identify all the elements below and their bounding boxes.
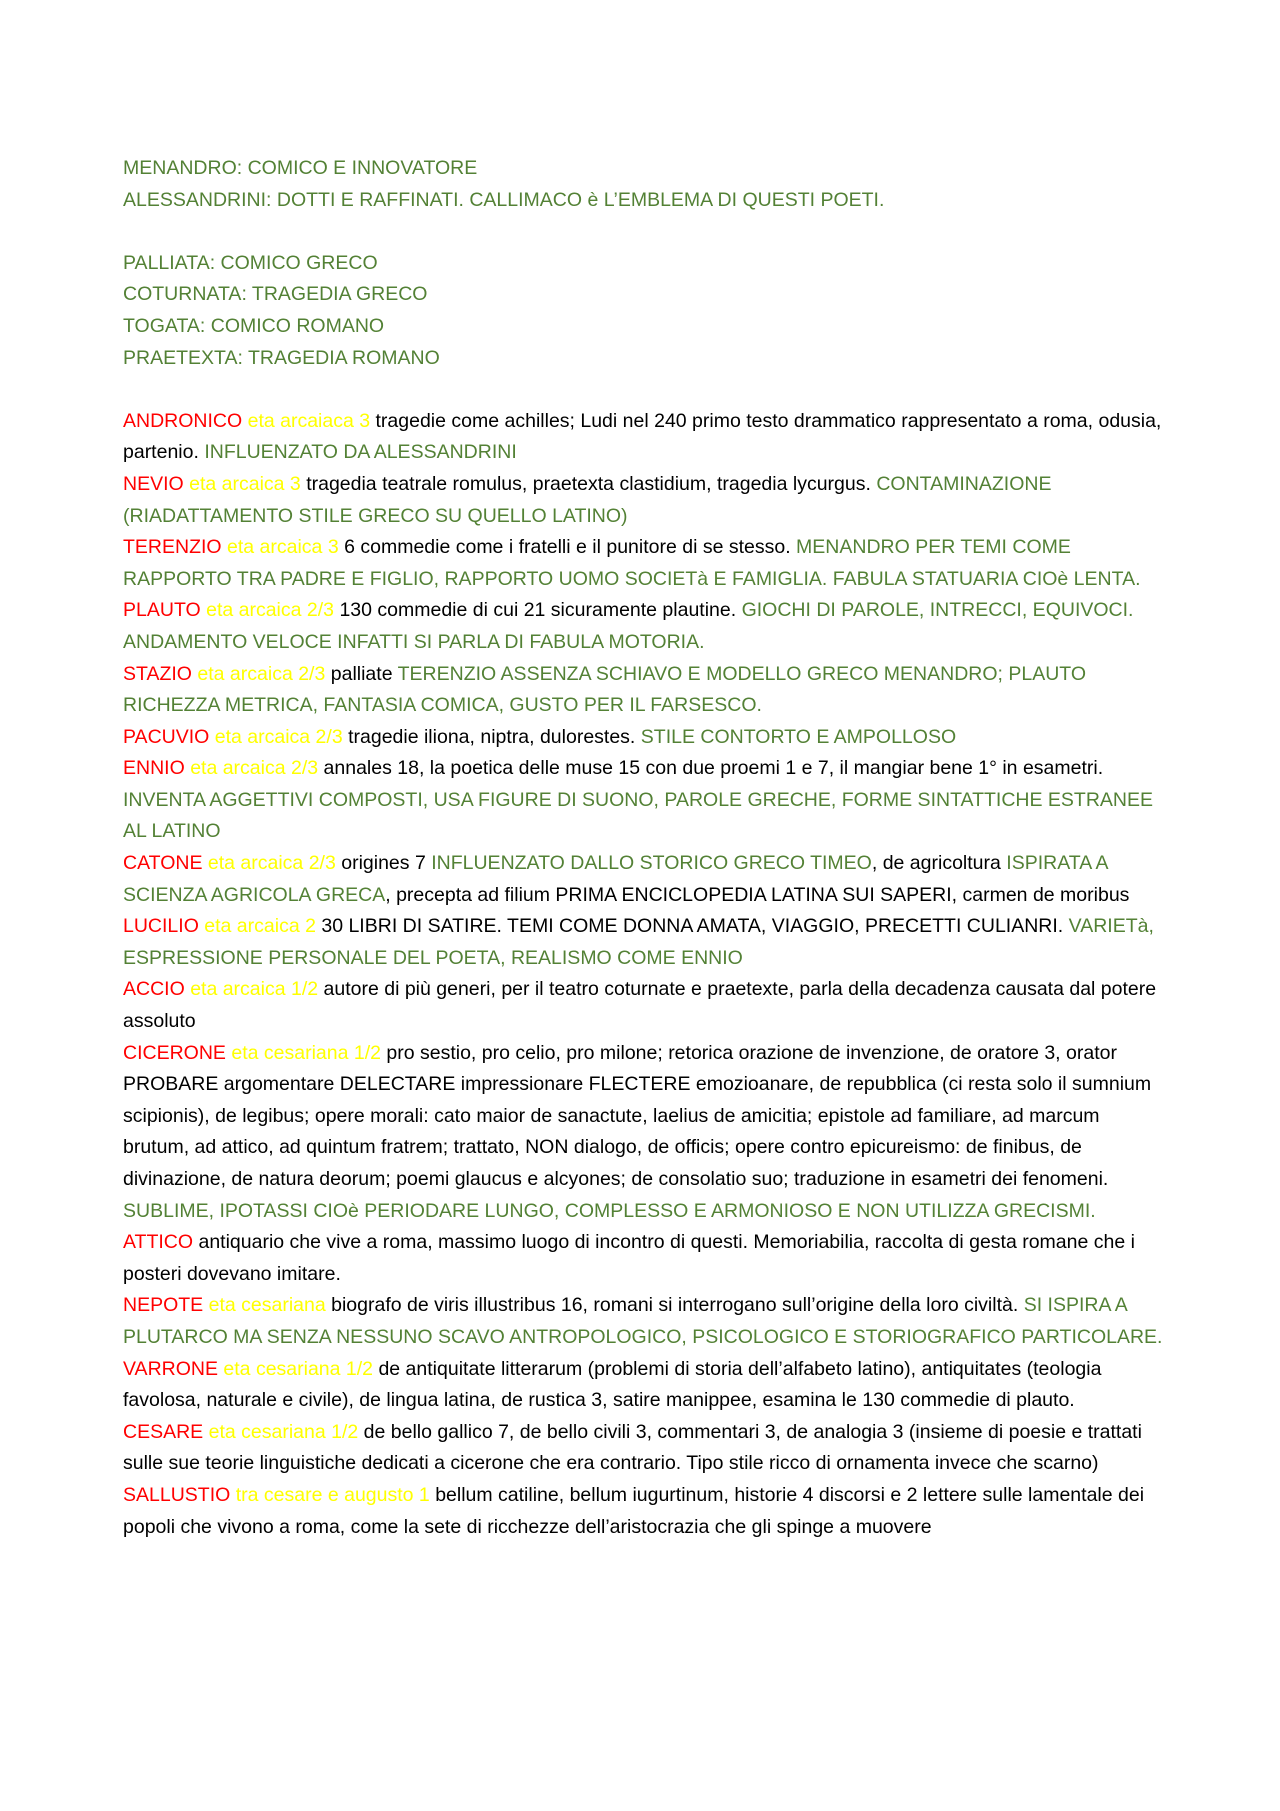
author-era: eta arcaica 2/3	[214, 725, 343, 748]
author-entry-lucilio	[123, 911, 1165, 974]
author-style: TERENZIO ASSENZA SCHIAVO E MODELLO GRECO MENANDRO; PLAUTO RICHEZZA METRICA, FANTASIA COMICA, GUSTO PER IL FARSESCO.	[123, 662, 1087, 717]
author-name: ACCIO	[123, 978, 185, 1001]
author-entry-stazio	[123, 659, 1165, 722]
author-name: PACUVIO	[123, 725, 210, 748]
author-name: STAZIO	[123, 662, 192, 685]
author-era: eta arcaica 1/2	[190, 978, 319, 1001]
author-name: TERENZIO	[123, 536, 222, 559]
author-works: 130 commedie di cui 21 sicuramente plautine.	[339, 599, 737, 622]
author-works: annales 18, la poetica delle muse 15 con due proemi 1 e 7, il mangiar bene 1° in esametri.	[323, 757, 1104, 780]
author-works-3: , precepta ad filium PRIMA ENCICLOPEDIA LATINA SUI SAPERI, carmen de moribus	[385, 883, 1130, 906]
author-style: STILE CONTORTO E AMPOLLOSO	[640, 725, 957, 748]
blank-line	[123, 374, 1165, 406]
author-name: CICERONE	[123, 1041, 226, 1064]
author-works: bellum catiline, bellum iugurtinum, historie 4 discorsi e 2 lettere sulle lamentale dei popoli che vivono a roma, come la sete di ricchezze dell’aristocrazia che gli spinge a muovere	[123, 1483, 1145, 1538]
author-style: CONTAMINAZIONE (RIADATTAMENTO STILE GRECO SU QUELLO LATINO)	[123, 472, 1052, 527]
genre-palliata: PALLIATA: COMICO GRECO	[123, 251, 378, 274]
genre-coturnata: COTURNATA: TRAGEDIA GRECO	[123, 283, 428, 306]
author-works: 6 commedie come i fratelli e il punitore di se stesso.	[344, 536, 791, 559]
author-era: eta arcaica 3	[227, 536, 339, 559]
author-entry-nepote	[123, 1290, 1165, 1353]
blank-line	[123, 216, 1165, 248]
document-page	[123, 153, 1165, 1543]
author-era: eta cesariana 1/2	[223, 1357, 374, 1380]
author-entry-attico	[123, 1227, 1165, 1290]
author-works: de bello gallico 7, de bello civili 3, commentari 3, de analogia 3 (insieme di poesie e trattati sulle sue teorie linguistiche dedicati a cicerone che era contrario. Tipo stile ricco di ornamenta invece che scarno)	[123, 1420, 1142, 1475]
author-name: PLAUTO	[123, 599, 201, 622]
author-style: INVENTA AGGETTIVI COMPOSTI, USA FIGURE DI SUONO, PAROLE GRECHE, FORME SINTATTICHE ESTRANEE AL LATINO	[123, 788, 1154, 843]
author-style: INFLUENZATO DA ALESSANDRINI	[204, 441, 517, 464]
author-style: SI ISPIRA A PLUTARCO MA SENZA NESSUNO SCAVO ANTROPOLOGICO, PSICOLOGICO E STORIOGRAFICO PARTICOLARE.	[123, 1294, 1163, 1348]
author-entry-ennio	[123, 753, 1165, 848]
author-entry-pacuvio	[123, 722, 1165, 754]
author-entry-cicerone	[123, 1038, 1165, 1228]
author-name: NEVIO	[123, 472, 184, 495]
author-works: de antiquitate litterarum (problemi di storia dell’alfabeto latino), antiquitates (teologia favolosa, naturale e civile), de lingua latina, de rustica 3, satire manippee, esamina le 130 commedie di plauto.	[123, 1357, 1102, 1412]
author-era: eta arcaica 2/3	[207, 852, 336, 875]
author-era: eta arcaica 3	[189, 472, 301, 495]
author-works: palliate	[330, 662, 393, 685]
author-style: GIOCHI DI PAROLE, INTRECCI, EQUIVOCI. ANDAMENTO VELOCE INFATTI SI PARLA DI FABULA MOTORIA.	[123, 599, 1134, 653]
author-era: eta arcaica 2/3	[190, 757, 319, 780]
author-works: 30 LIBRI DI SATIRE. TEMI COME DONNA AMATA, VIAGGIO, PRECETTI CULIANRI.	[321, 915, 1064, 938]
author-era: eta arcaica 2/3	[197, 662, 326, 685]
author-era: eta arcaica 2	[204, 915, 316, 938]
author-era: eta cesariana	[208, 1294, 326, 1317]
author-works: biografo de viris illustribus 16, romani si interrogano sull’origine della loro civiltà.	[331, 1294, 1019, 1317]
author-era: eta arcaiaca 3	[247, 409, 371, 432]
genre-praetexta: PRAETEXTA: TRAGEDIA ROMANO	[123, 346, 440, 369]
author-style: VARIETà, ESPRESSIONE PERSONALE DEL POETA, REALISMO COME ENNIO	[123, 915, 1154, 969]
author-name: CATONE	[123, 852, 203, 875]
author-name: VARRONE	[123, 1357, 218, 1380]
author-name: LUCILIO	[123, 915, 199, 938]
author-entry-plauto	[123, 595, 1165, 658]
author-style: MENANDRO PER TEMI COME RAPPORTO TRA PADRE E FIGLIO, RAPPORTO UOMO SOCIETà E FAMIGLIA. FABULA STATUARIA CIOè LENTA.	[123, 536, 1141, 590]
genre-togata: TOGATA: COMICO ROMANO	[123, 314, 385, 337]
author-works: autore di più generi, per il teatro coturnate e praetexte, parla della decadenza causata dal potere assoluto	[123, 978, 1157, 1033]
author-name: CESARE	[123, 1420, 204, 1443]
author-entry-nevio	[123, 469, 1165, 532]
author-style: SUBLIME, IPOTASSI CIOè PERIODARE LUNGO, COMPLESSO E ARMONIOSO E NON UTILIZZA GRECISMI.	[123, 1199, 1096, 1222]
author-name: ATTICO	[123, 1231, 194, 1254]
author-name: ENNIO	[123, 757, 185, 780]
intro-line-alessandrini: ALESSANDRINI: DOTTI E RAFFINATI. CALLIMACO è L’EMBLEMA DI QUESTI POETI.	[123, 188, 885, 211]
author-works: antiquario che vive a roma, massimo luogo di incontro di questi. Memoriabilia, raccolta di gesta romane che i posteri dovevano imitare.	[123, 1231, 1135, 1285]
author-name: ANDRONICO	[123, 409, 243, 432]
author-style: INFLUENZATO DALLO STORICO GRECO TIMEO	[431, 852, 872, 875]
author-era: eta cesariana 1/2	[208, 1420, 359, 1443]
author-works: pro sestio, pro celio, pro milone; retorica orazione de invenzione, de oratore 3, orator PROBARE argomentare DELECTARE impressionare FLECTERE emozioanare, de repubblica (ci resta solo il sumnium scipionis), de legibus; opere morali: cato maior de sanactute, laelius de amicitia; epistole ad familiare, ad marcum brutum, ad attico, ad quintum fratrem; trattato, NON dialogo, de officis; opere contro epicureismo: de finibus, de divinazione, de natura deorum; poemi glaucus e alcyones; de consolatio suo; traduzione in esametri dei fenomeni.	[123, 1041, 1152, 1190]
author-entry-catone	[123, 848, 1165, 911]
author-name: NEPOTE	[123, 1294, 204, 1317]
author-era: eta cesariana 1/2	[231, 1041, 381, 1064]
author-entry-andronico	[123, 406, 1165, 469]
author-entry-sallustio	[123, 1480, 1165, 1543]
author-entry-terenzio	[123, 532, 1165, 595]
author-works: tragedie come achilles; Ludi nel 240 primo testo drammatico rappresentato a roma, odusia, partenio.	[123, 409, 1162, 464]
author-entry-accio	[123, 974, 1165, 1037]
intro-line-menandro: MENANDRO: COMICO E INNOVATORE	[123, 157, 478, 179]
author-era: eta arcaica 2/3	[206, 599, 335, 622]
author-style-2: ISPIRATA A SCIENZA AGRICOLA GRECA	[123, 852, 1108, 906]
author-entry-varrone	[123, 1354, 1165, 1417]
author-works-2: , de agricoltura	[871, 852, 1001, 875]
author-works: tragedie iliona, niptra, dulorestes.	[348, 725, 636, 748]
author-entry-cesare	[123, 1417, 1165, 1480]
author-works: origines 7	[341, 852, 426, 875]
author-works: tragedia teatrale romulus, praetexta clastidium, tragedia lycurgus.	[306, 472, 871, 495]
author-name: SALLUSTIO	[123, 1483, 231, 1506]
author-era: tra cesare e augusto 1	[235, 1483, 430, 1506]
